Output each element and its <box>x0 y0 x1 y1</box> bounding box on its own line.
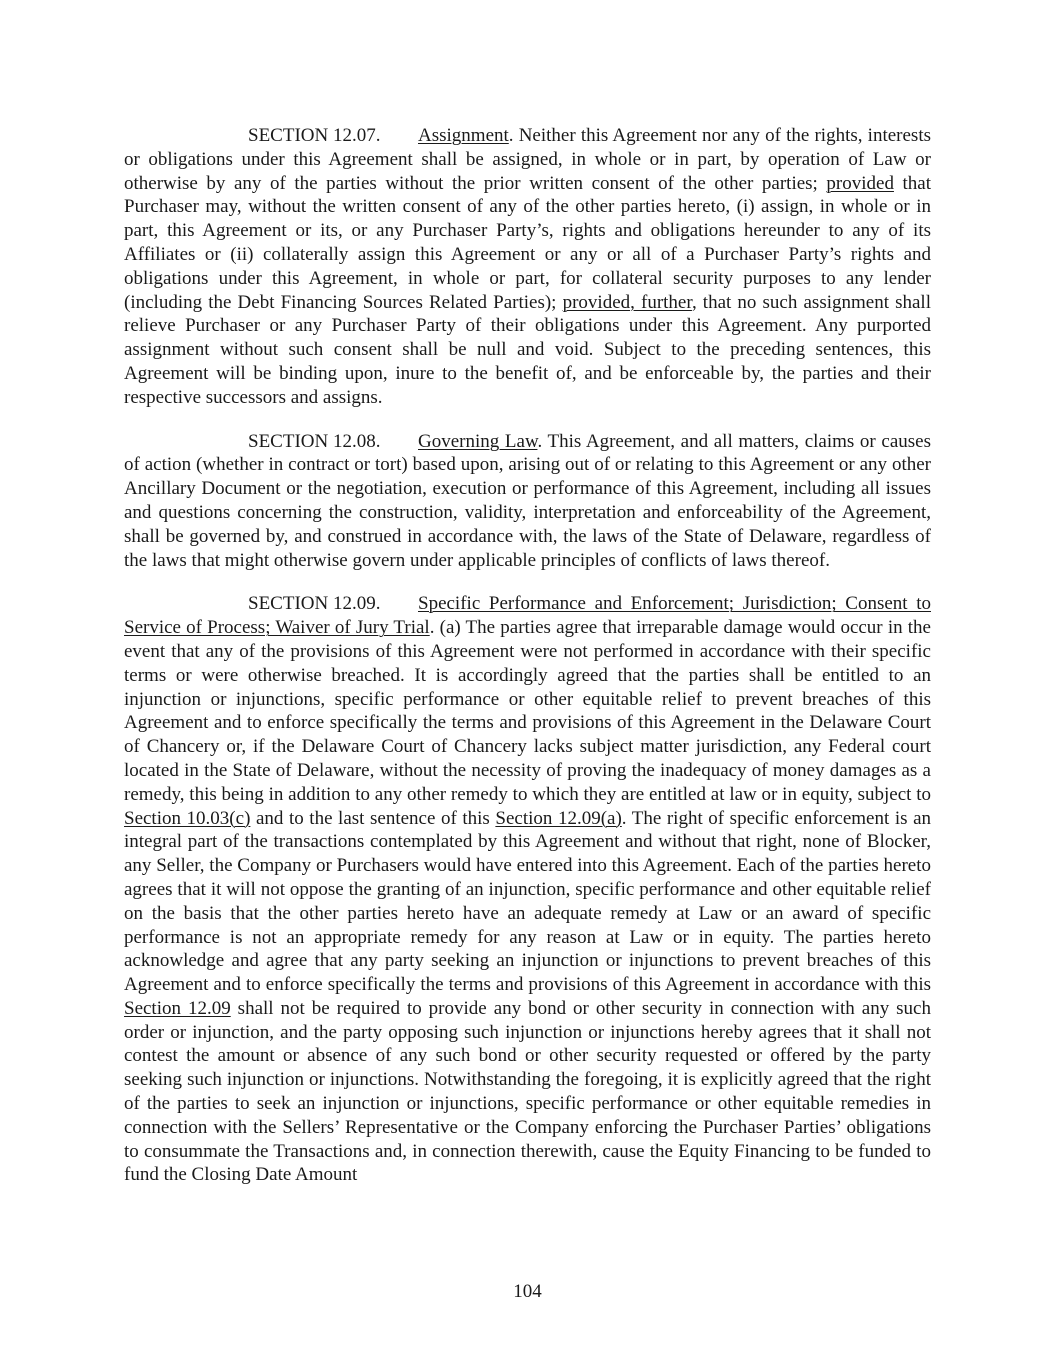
section-text: that Purchaser may, without the written consent of any of the other parties hereto, (i) assign, in whole or in part, this Agreement or its, or any Purchaser Party’s, rights and obligations hereunder to any of its Affiliates or (ii) collaterally assign this Agreement or any or all of a Purchaser Party’s rights and obligations under this Agreement, in whole or part, for collateral security purposes to any lender (including the Debt Financing Sources Related Parties); <box>124 172 932 313</box>
section-number: SECTION 12.08. <box>248 430 381 452</box>
section-text: , that no such assignment shall relieve Purchaser or any Purchaser Party of their obligations under this Agreement. Any purported assignment without such consent shall be null and void. Subject to the preceding sentences, this Agreement will be binding upon, inure to the benefit of, and be enforceable by, the parties and their respective successors and assigns. <box>124 291 931 408</box>
section-heading: Assignment <box>418 125 509 146</box>
proviso-term: provided <box>826 172 894 194</box>
section-reference: Section 12.09 <box>124 997 231 1019</box>
section-12-08-paragraph <box>124 430 931 573</box>
section-text: shall not be required to provide any bond or other security in connection with any such order or injunction, and the party opposing such injunction or injunctions hereby agrees that it shall not contest the amount or absence of any such bond or other security requested or offered by the party seeking such injunction or injunctions. Notwithstanding the foregoing, it is explicitly agreed that the right of the parties to seek an injunction or injunctions, specific performance or other equitable remedies in connection with the Sellers’ Representative or the Company enforcing the Purchaser Parties’ obligations to consummate the Transactions and, in connection therewith, cause the Equity Financing to be funded to fund the Closing Date Amount <box>124 997 931 1186</box>
section-reference: Section 10.03(c) <box>124 807 251 829</box>
section-text: . This Agreement, and all matters, claims or causes of action (whether in contract or tort) based upon, arising out of or relating to this Agreement or any other Ancillary Document or the negotiation, execution or performance of this Agreement, including all issues and questions concerning the construction, validity, interpretation and enforceability of the Agreement, shall be governed by, and construed in accordance with, the laws of the State of Delaware, regardless of the laws that might otherwise govern under applicable principles of conflicts of laws thereof. <box>124 430 931 571</box>
section-12-09-paragraph <box>124 592 931 1187</box>
document-body <box>124 124 931 1207</box>
section-heading: Governing Law <box>418 430 538 452</box>
proviso-term: provided, further <box>562 291 692 313</box>
section-number: SECTION 12.09. <box>248 593 381 615</box>
section-text: . (a) The parties agree that irreparable damage would occur in the event that any of the provisions of this Agreement were not performed in accordance with their specific terms or were otherwise breached. It is accordingly agreed that the parties shall be entitled to an injunction or injunctions, specific performance or other equitable relief to prevent breaches of this Agreement and to enforce specifically the terms and provisions of this Agreement in the Delaware Court of Chancery or, if the Delaware Court of Chancery lacks subject matter jurisdiction, any Federal court located in the State of Delaware, without the necessity of proving the inadequacy of money damages as a remedy, this being in addition to any other remedy to which they are entitled at law or in equity, subject to <box>124 617 931 805</box>
page-number: 104 <box>513 1281 542 1302</box>
section-text: and to the last sentence of this <box>250 807 496 829</box>
section-number: SECTION 12.07. <box>248 125 381 146</box>
section-text: . The right of specific enforcement is an integral part of the transactions contemplated by this Agreement and without that right, none of Blocker, any Seller, the Company or Purchasers would have entered into this Agreement. Each of the parties hereto agrees that it will not oppose the granting of an injunction, specific performance and other equitable relief on the basis that the other parties hereto have an adequate remedy at Law or an award of specific performance is not an appropriate remedy for any reason at Law or in equity. The parties hereto acknowledge and agree that any party seeking an injunction or injunctions to prevent breaches of this Agreement and to enforce specifically the terms and provisions of this Agreement in accordance with this <box>124 807 931 996</box>
section-reference: Section 12.09(a) <box>495 807 622 829</box>
section-heading: Specific Performance and Enforcement; Jurisdiction; Consent to Service of Process; Waiver of Jury Trial <box>124 593 931 639</box>
section-12-07-paragraph <box>124 124 931 410</box>
section-text: . Neither this Agreement nor any of the rights, interests or obligations under this Agreement shall be assigned, in whole or in part, by operation of Law or otherwise by any of the parties without the prior written consent of the other parties; <box>124 125 931 194</box>
